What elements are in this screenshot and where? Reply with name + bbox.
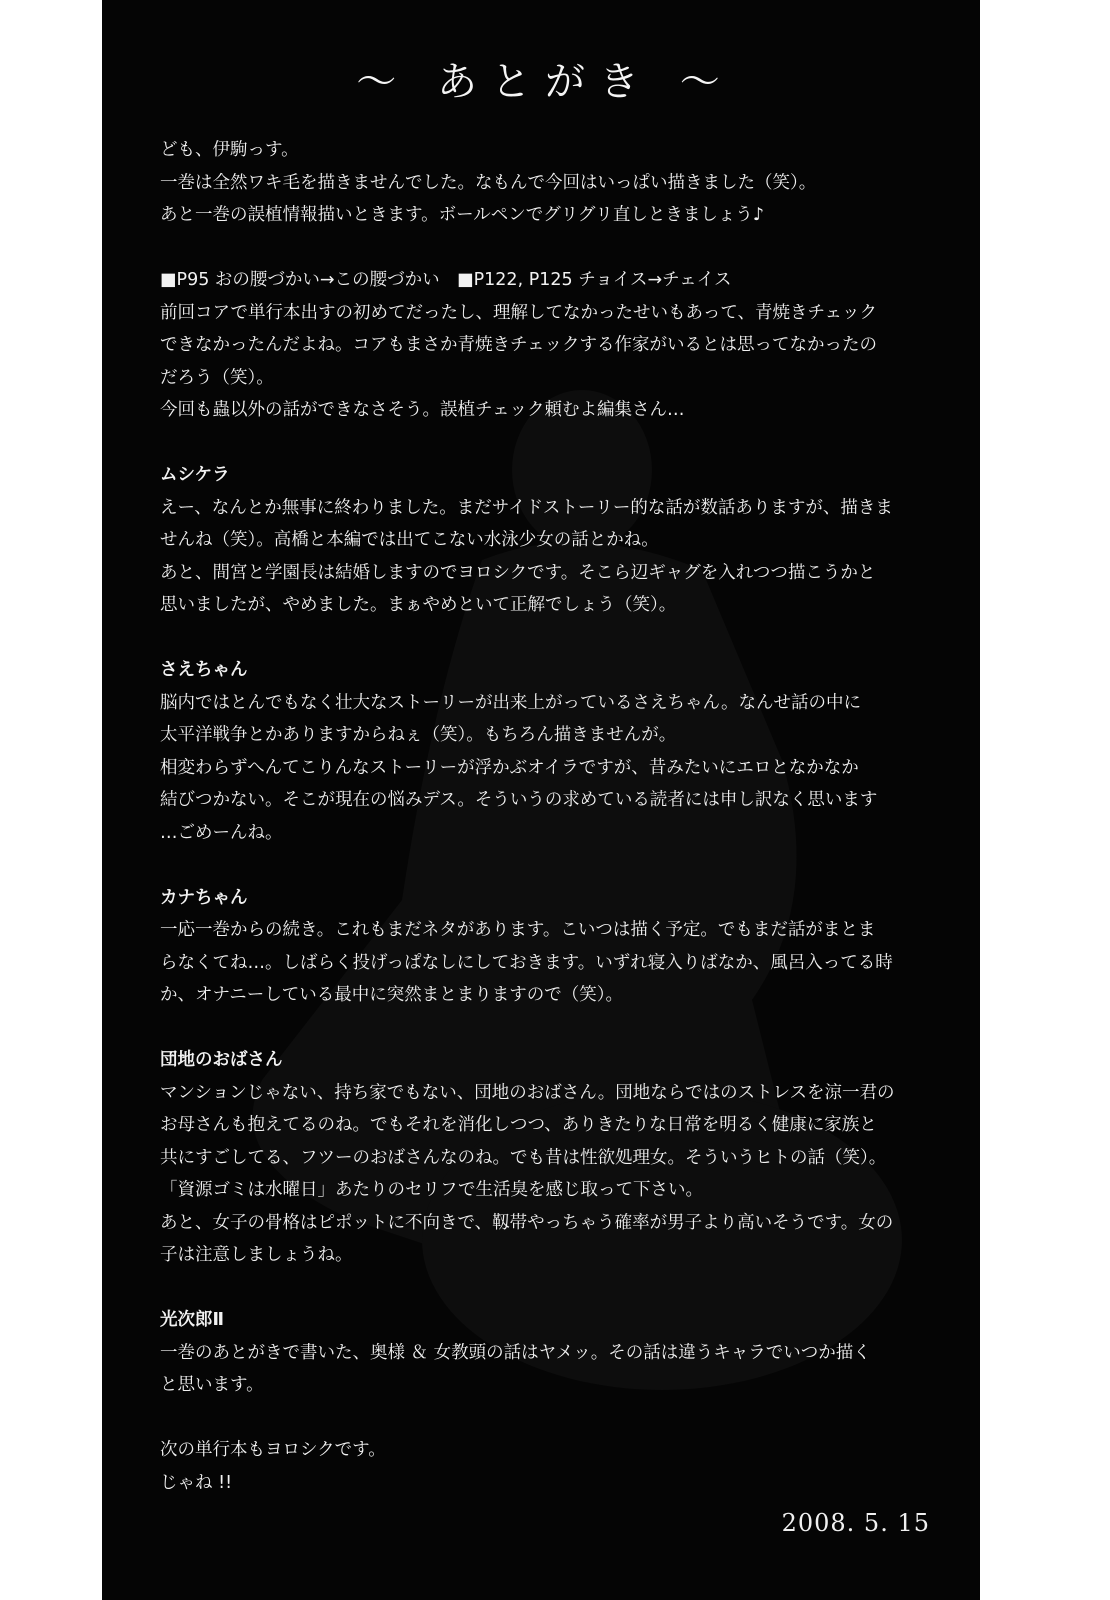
section-line: と思います。 xyxy=(160,1375,264,1395)
section-line: 一巻のあとがきで書いた、奥様 ＆ 女教頭の話はヤメッ。その話は違うキャラでいつか描く xyxy=(160,1342,871,1363)
section-heading-sae-chan: さえちゃん xyxy=(160,660,248,680)
section-line: せんね（笑）。高橋と本編では出てこない水泳少女の話とかね。 xyxy=(160,530,659,550)
section-line: …ごめーんね。 xyxy=(160,822,283,843)
spacer xyxy=(160,1402,930,1435)
afterword-panel xyxy=(102,0,980,1600)
section-line: 思いましたが、やめました。まぁやめといて正解でしょう（笑）。 xyxy=(160,595,677,615)
section-line: えー、なんとか無事に終わりました。まだサイドストーリー的な話が数話ありますが、描きま xyxy=(160,497,893,518)
spacer xyxy=(160,1272,930,1305)
section-line: マンションじゃない、持ち家でもない、団地のおばさん。団地ならではのストレスを涼一君の xyxy=(160,1082,895,1103)
section-heading-mushikera: ムシケラ xyxy=(160,465,230,485)
section-line: らなくてね…。しばらく投げっぱなしにしておきます。いずれ寝入りばなか、風呂入ってる時 xyxy=(160,952,893,973)
section-line: お母さんも抱えてるのね。でもそれを消化しつつ、ありきたりな日常を明るく健康に家族と xyxy=(160,1115,877,1135)
errata-line: 前回コアで単行本出すの初めてだったし、理解してなかったせいもあって、青焼きチェック xyxy=(160,302,877,323)
section-line: あと、間宮と学園長は結婚しますのでヨロシクです。そこら辺ギャグを入れつつ描こうかと xyxy=(160,562,876,583)
section-heading-kana-chan: カナちゃん xyxy=(160,887,248,908)
afterword-body xyxy=(160,134,930,1499)
section-line: 太平洋戦争とかありますからねぇ（笑）。もちろん描きませんが。 xyxy=(160,725,677,745)
section-line: 脳内ではとんでもなく壮大なストーリーが出来上がっているさえちゃん。なんせ話の中に xyxy=(160,692,862,713)
section-line: 相変わらずへんてこりんなストーリーが浮かぶオイラですが、昔みたいにエロとなかなか xyxy=(160,757,859,778)
errata-line: できなかったんだよね。コアもまさか青焼きチェックする作家がいるとは思ってなかったの xyxy=(160,335,877,355)
section-line: あと、女子の骨格はピポットに不向きで、靱帯やっちゃう確率が男子より高いそうです。女の xyxy=(160,1212,894,1233)
date-stamp: 2008. 5. 15 xyxy=(781,1509,930,1537)
spacer xyxy=(160,232,930,265)
section-line: か、オナニーしている最中に突然まとまりますので（笑）。 xyxy=(160,985,624,1005)
spacer xyxy=(160,1012,930,1045)
spacer xyxy=(160,622,930,655)
errata-line: だろう（笑）。 xyxy=(160,367,274,388)
errata-line: ■P95 おの腰づかい→この腰づかい ■P122, P125 チョイス→チェイス xyxy=(160,270,732,290)
intro-line: 一巻は全然ワキ毛を描きませんでした。なもんで今回はいっぱい描きました（笑）。 xyxy=(160,172,817,193)
section-heading-kojiro-2: 光次郎Ⅱ xyxy=(160,1310,225,1330)
section-line: 結びつかない。そこが現在の悩みデス。そういうの求めている読者には申し訳なく思います xyxy=(160,790,878,810)
intro-line: ども、伊駒っす。 xyxy=(160,140,299,160)
closing-line: じゃね !! xyxy=(160,1472,233,1493)
intro-line: あと一巻の誤植情報描いときます。ボールペンでグリグリ直しときましょう♪ xyxy=(160,205,765,225)
spacer xyxy=(160,427,930,460)
page-title: ～ あとがき ～ xyxy=(356,59,734,105)
spacer xyxy=(160,849,930,882)
section-line: 「資源ゴミは水曜日」あたりのセリフで生活臭を感じ取って下さい。 xyxy=(160,1180,704,1200)
section-line: 一応一巻からの続き。これもまだネタがあります。こいつは描く予定。でもまだ話がまとま xyxy=(160,920,876,940)
closing-line: 次の単行本もヨロシクです。 xyxy=(160,1440,386,1460)
section-line: 共にすごしてる、フツーのおばさんなのね。でも昔は性欲処理女。そういうヒトの話（笑）。 xyxy=(160,1147,887,1168)
section-heading-danchi-obasan: 団地のおばさん xyxy=(160,1050,283,1070)
section-line: 子は注意しましょうね。 xyxy=(160,1245,353,1265)
errata-line: 今回も蟲以外の話ができなさそう。誤植チェック頼むよ編集さん… xyxy=(160,400,685,420)
